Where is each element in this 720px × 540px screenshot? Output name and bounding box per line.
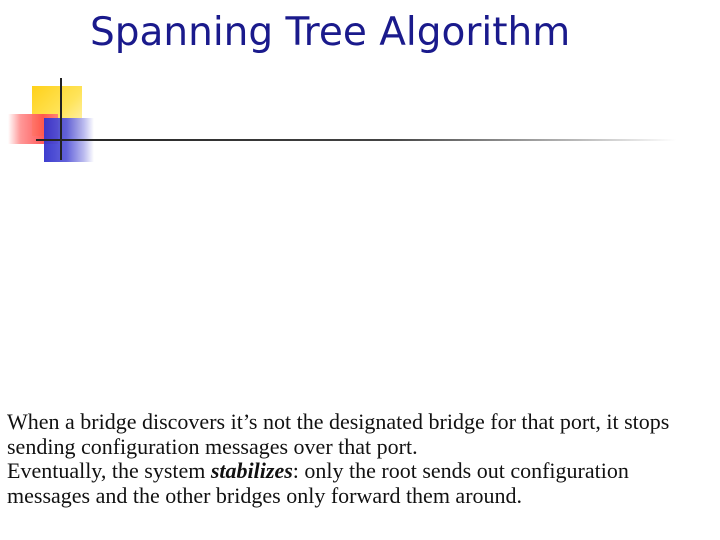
vertical-rule: [60, 78, 62, 160]
paragraph-designated-bridge: When a bridge discovers it’s not the designated bridge for that port, it stops sending configuration messages over that port.: [7, 409, 670, 459]
horizontal-rule: [36, 139, 676, 141]
paragraph-text-end: : only the root sends out configuration messages and the other bridges only forward them around.: [7, 458, 629, 508]
slide-decoration: [0, 70, 720, 170]
slide-title: Spanning Tree Algorithm: [90, 10, 571, 55]
slide-body: [7, 410, 717, 508]
paragraph-text-start: Eventually, the system: [7, 458, 211, 483]
paragraph-stabilizes: [7, 459, 717, 508]
emphasis-stabilizes: stabilizes: [210, 458, 293, 483]
